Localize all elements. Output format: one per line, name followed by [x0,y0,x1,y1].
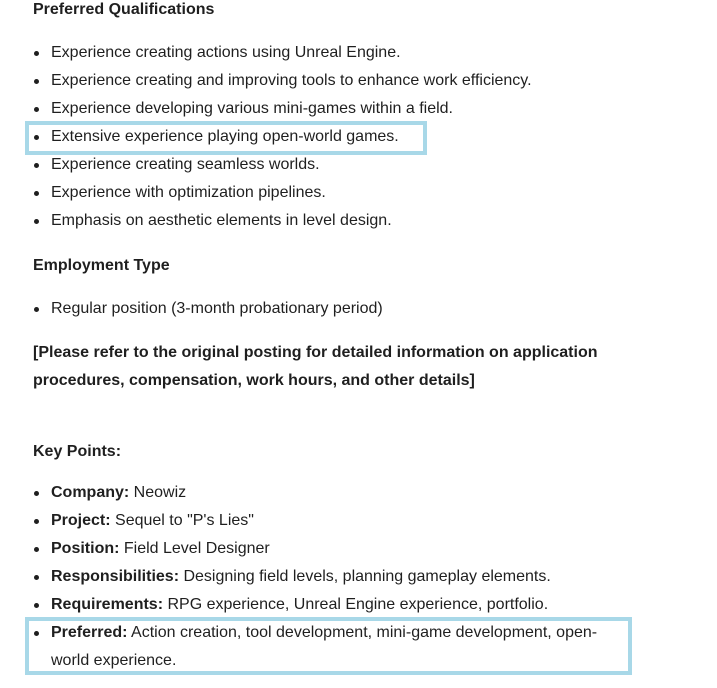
list-item: Experience creating seamless worlds. [33,151,693,179]
key-point-label: Preferred: [51,624,128,641]
employment-type-list [33,295,693,323]
list-item [33,479,623,507]
preferred-qualifications-section [33,0,693,20]
key-point-label: Project: [51,512,111,529]
key-point-label: Company: [51,484,130,501]
key-point-value: Action creation, tool development, mini-game development, open-world experience. [51,624,598,669]
preferred-qualifications-heading: Preferred Qualifications [33,1,215,18]
list-item [33,619,623,675]
preferred-qualifications-list [33,39,693,235]
key-point-label: Responsibilities: [51,568,180,585]
notice-paragraph: [Please refer to the original posting for detailed information on application procedures, compensation, work hours, and other details] [33,344,598,389]
key-point-value: RPG experience, Unreal Engine experience, portfolio. [163,596,549,613]
list-item: Experience creating and improving tools to enhance work efficiency. [33,67,693,95]
key-point-value: Neowiz [129,484,187,501]
list-item: Emphasis on aesthetic elements in level design. [33,207,693,235]
list-item: Experience with optimization pipelines. [33,179,693,207]
key-point-value: Field Level Designer [119,540,270,557]
list-item [33,591,623,619]
list-item [33,535,623,563]
key-point-label: Position: [51,540,120,557]
list-item [33,563,623,591]
list-item: Regular position (3-month probationary period) [33,295,693,323]
key-point-value: Designing field levels, planning gameplay elements. [179,568,551,585]
key-points-list [33,479,623,675]
list-item [33,507,623,535]
list-item: Experience developing various mini-games within a field. [33,95,693,123]
key-point-label: Requirements: [51,596,164,613]
employment-type-heading: Employment Type [33,257,170,274]
list-item: Extensive experience playing open-world games. [33,123,693,151]
key-point-value: Sequel to "P's Lies" [110,512,254,529]
key-points-heading: Key Points: [33,443,122,460]
list-item: Experience creating actions using Unreal Engine. [33,39,693,67]
